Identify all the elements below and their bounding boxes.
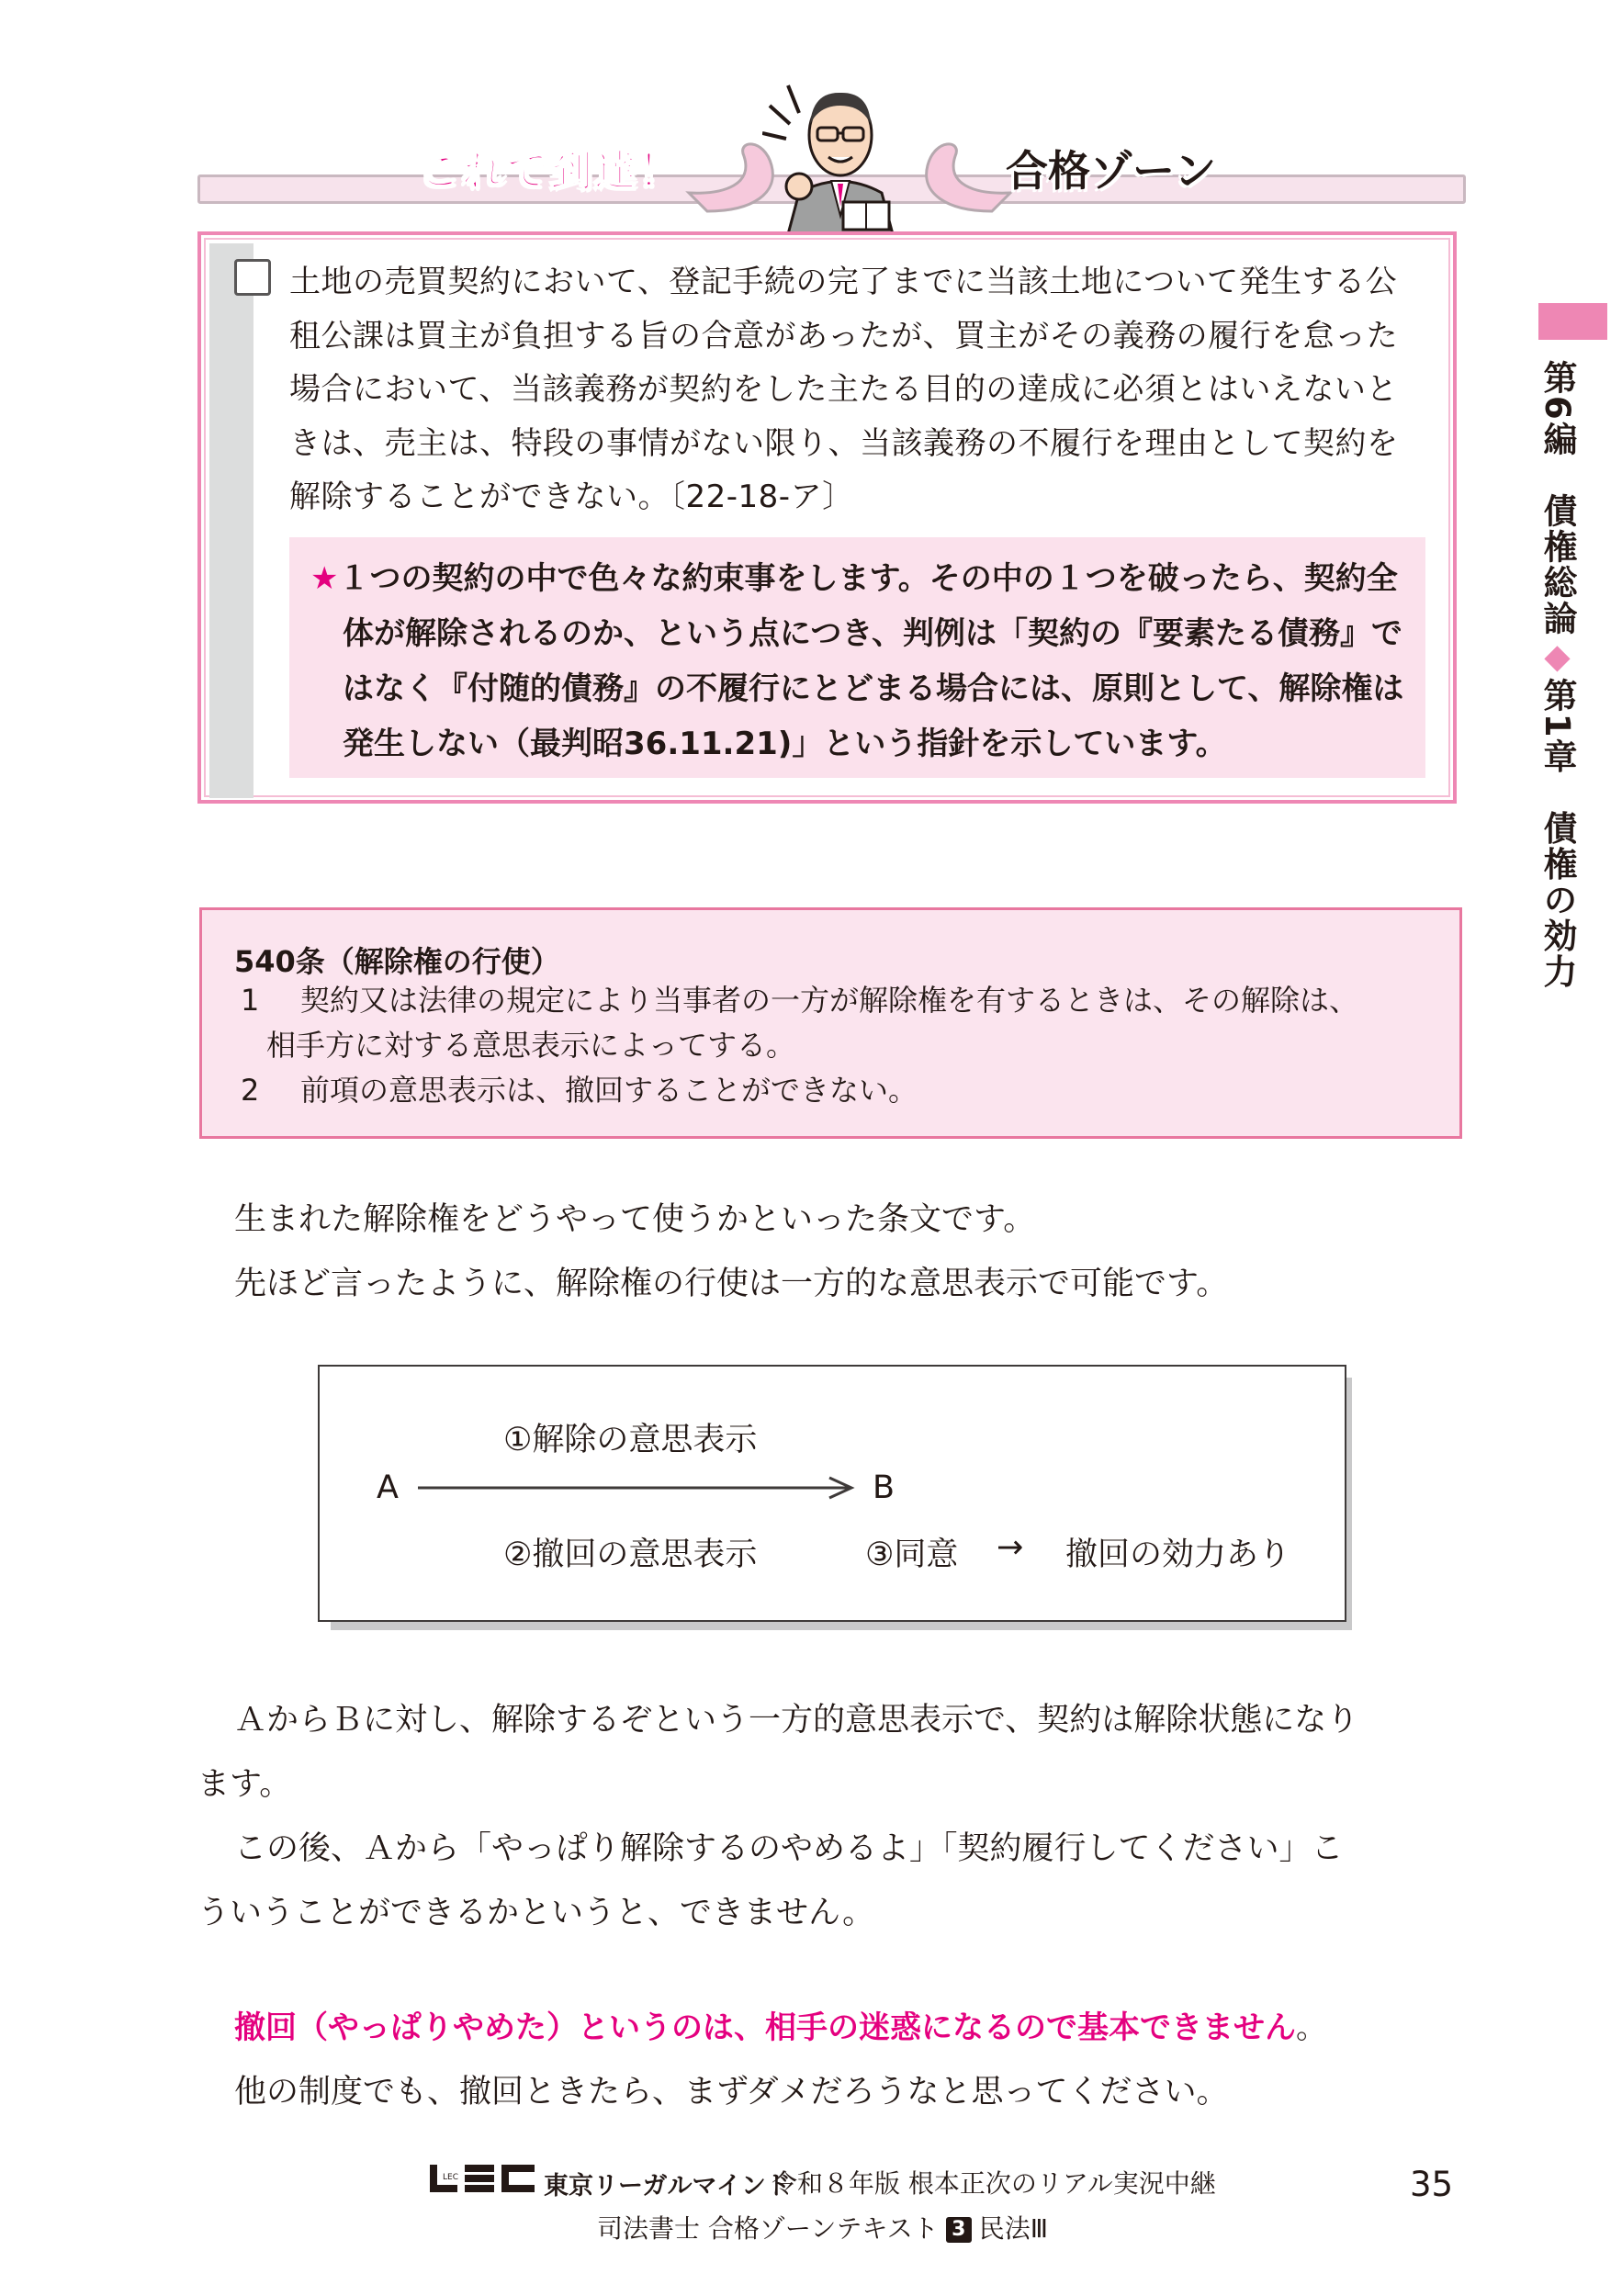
footer-subtitle-a: 司法書士 合格ゾーンテキスト [597, 2213, 939, 2244]
side-part: 第6編 [1538, 360, 1577, 457]
emphasis-period: 。 [1296, 2009, 1327, 2046]
footer-subtitle [597, 2209, 1048, 2245]
header-title-right: 合格ゾーン [1006, 146, 1217, 196]
footer-company: 東京リーガルマインド [544, 2172, 791, 2200]
diagram-label-top: ①解除の意思表示 [503, 1422, 758, 1458]
question-line: 解除することができない。〔22-18-ア〕 [289, 478, 854, 515]
diagram-arrow-icon [418, 1474, 859, 1502]
diagram-label-effect: 撤回の効力あり [1065, 1536, 1291, 1573]
footer-subtitle-b: 民法Ⅲ [978, 2213, 1049, 2244]
swirl-right-icon [909, 129, 1019, 220]
teacher-mascot-icon [762, 78, 918, 234]
volume-badge: 3 [946, 2217, 972, 2243]
article-item-number: 1 [241, 983, 260, 1018]
diagram-label-consent: ③同意 [865, 1536, 959, 1573]
article-body [241, 978, 1453, 1113]
explanation-line: 体が解除されるのか、という点につき、判例は「契約の『要素たる債務』で [343, 615, 1402, 652]
footer-title: 令和８年版 根本正次のリアル実況中継 [772, 2168, 1216, 2199]
question-line: 場合において、当該義務が契約をした主たる目的の達成に必須とはいえないと [289, 371, 1398, 408]
side-chapter-title: 債権の効力 [1538, 810, 1577, 990]
header-title-left: これで到達！ [418, 146, 682, 196]
pass-zone-margin [209, 243, 253, 798]
paragraph: 他の制度でも、撤回ときたら、まずダメだろうなと思ってください。 [234, 2074, 1229, 2110]
side-chapter: 第1章 [1538, 677, 1577, 775]
review-checkbox[interactable] [234, 259, 271, 296]
logo-text: LEC [443, 2173, 458, 2182]
emphasis-sentence: 撤回（やっぱりやめた）というのは、相手の迷惑になるので基本できません [234, 2009, 1296, 2046]
diamond-icon: ◆ [1538, 636, 1577, 678]
explanation-line: はなく『付随的債務』の不履行にとどまる場合には、原則として、解除権は [343, 670, 1404, 707]
explanation-line: 発生しない（最判昭36.11.21)」という指針を示しています。 [343, 726, 1227, 762]
article-item-text: 前項の意思表示は、撤回することができない。 [300, 1073, 918, 1108]
question-text [289, 255, 1437, 524]
side-index-tab [1538, 303, 1607, 340]
question-line: 土地の売買契約において、登記手続の完了までに当該土地について発生する公 [289, 264, 1398, 300]
star-icon: ★ [310, 560, 339, 597]
paragraph: ます。 [197, 1766, 292, 1803]
paragraph: 生まれた解除権をどうやって使うかといった条文です。 [234, 1201, 1036, 1238]
diagram-label-bottom-left: ②撤回の意思表示 [503, 1536, 758, 1573]
emphasis-text [234, 2002, 1327, 2047]
paragraph: ＡからＢに対し、解除するぞという一方的意思表示で、契約は解除状態になり [234, 1702, 1359, 1739]
diagram-party-a: A [377, 1469, 399, 1506]
article-item-text: 相手方に対する意思表示によってする。 [266, 1028, 796, 1063]
diagram-party-b: B [873, 1469, 895, 1506]
explanation-text [310, 551, 1422, 771]
paragraph: 先ほど言ったように、解除権の行使は一方的な意思表示で可能です。 [234, 1266, 1229, 1302]
side-part-title: 債権総論 [1538, 492, 1577, 636]
side-index-text [1529, 360, 1584, 990]
article-title: 540条（解除権の行使） [234, 944, 560, 979]
explanation-line: １つの契約の中で色々な約束事をします。その中の１つを破ったら、契約全 [338, 560, 1398, 597]
diagram-arrow-symbol: → [997, 1529, 1024, 1566]
page-number: 35 [1410, 2165, 1454, 2204]
article-item-number: 2 [241, 1073, 260, 1108]
paragraph: ういうことができるかというと、できません。 [197, 1895, 875, 1931]
paragraph: この後、Ａから「やっぱり解除するのやめるよ」「契約履行してください」こ [234, 1830, 1344, 1867]
article-item-text: 契約又は法律の規定により当事者の一方が解除権を有するときは、その解除は、 [300, 983, 1359, 1018]
question-line: きは、売主は、特段の事情がない限り、当該義務の不履行を理由として契約を [289, 424, 1399, 462]
lec-logo-icon [430, 2163, 540, 2194]
question-line: 租公課は買主が負担する旨の合意があったが、買主がその義務の履行を怠った [289, 317, 1399, 355]
